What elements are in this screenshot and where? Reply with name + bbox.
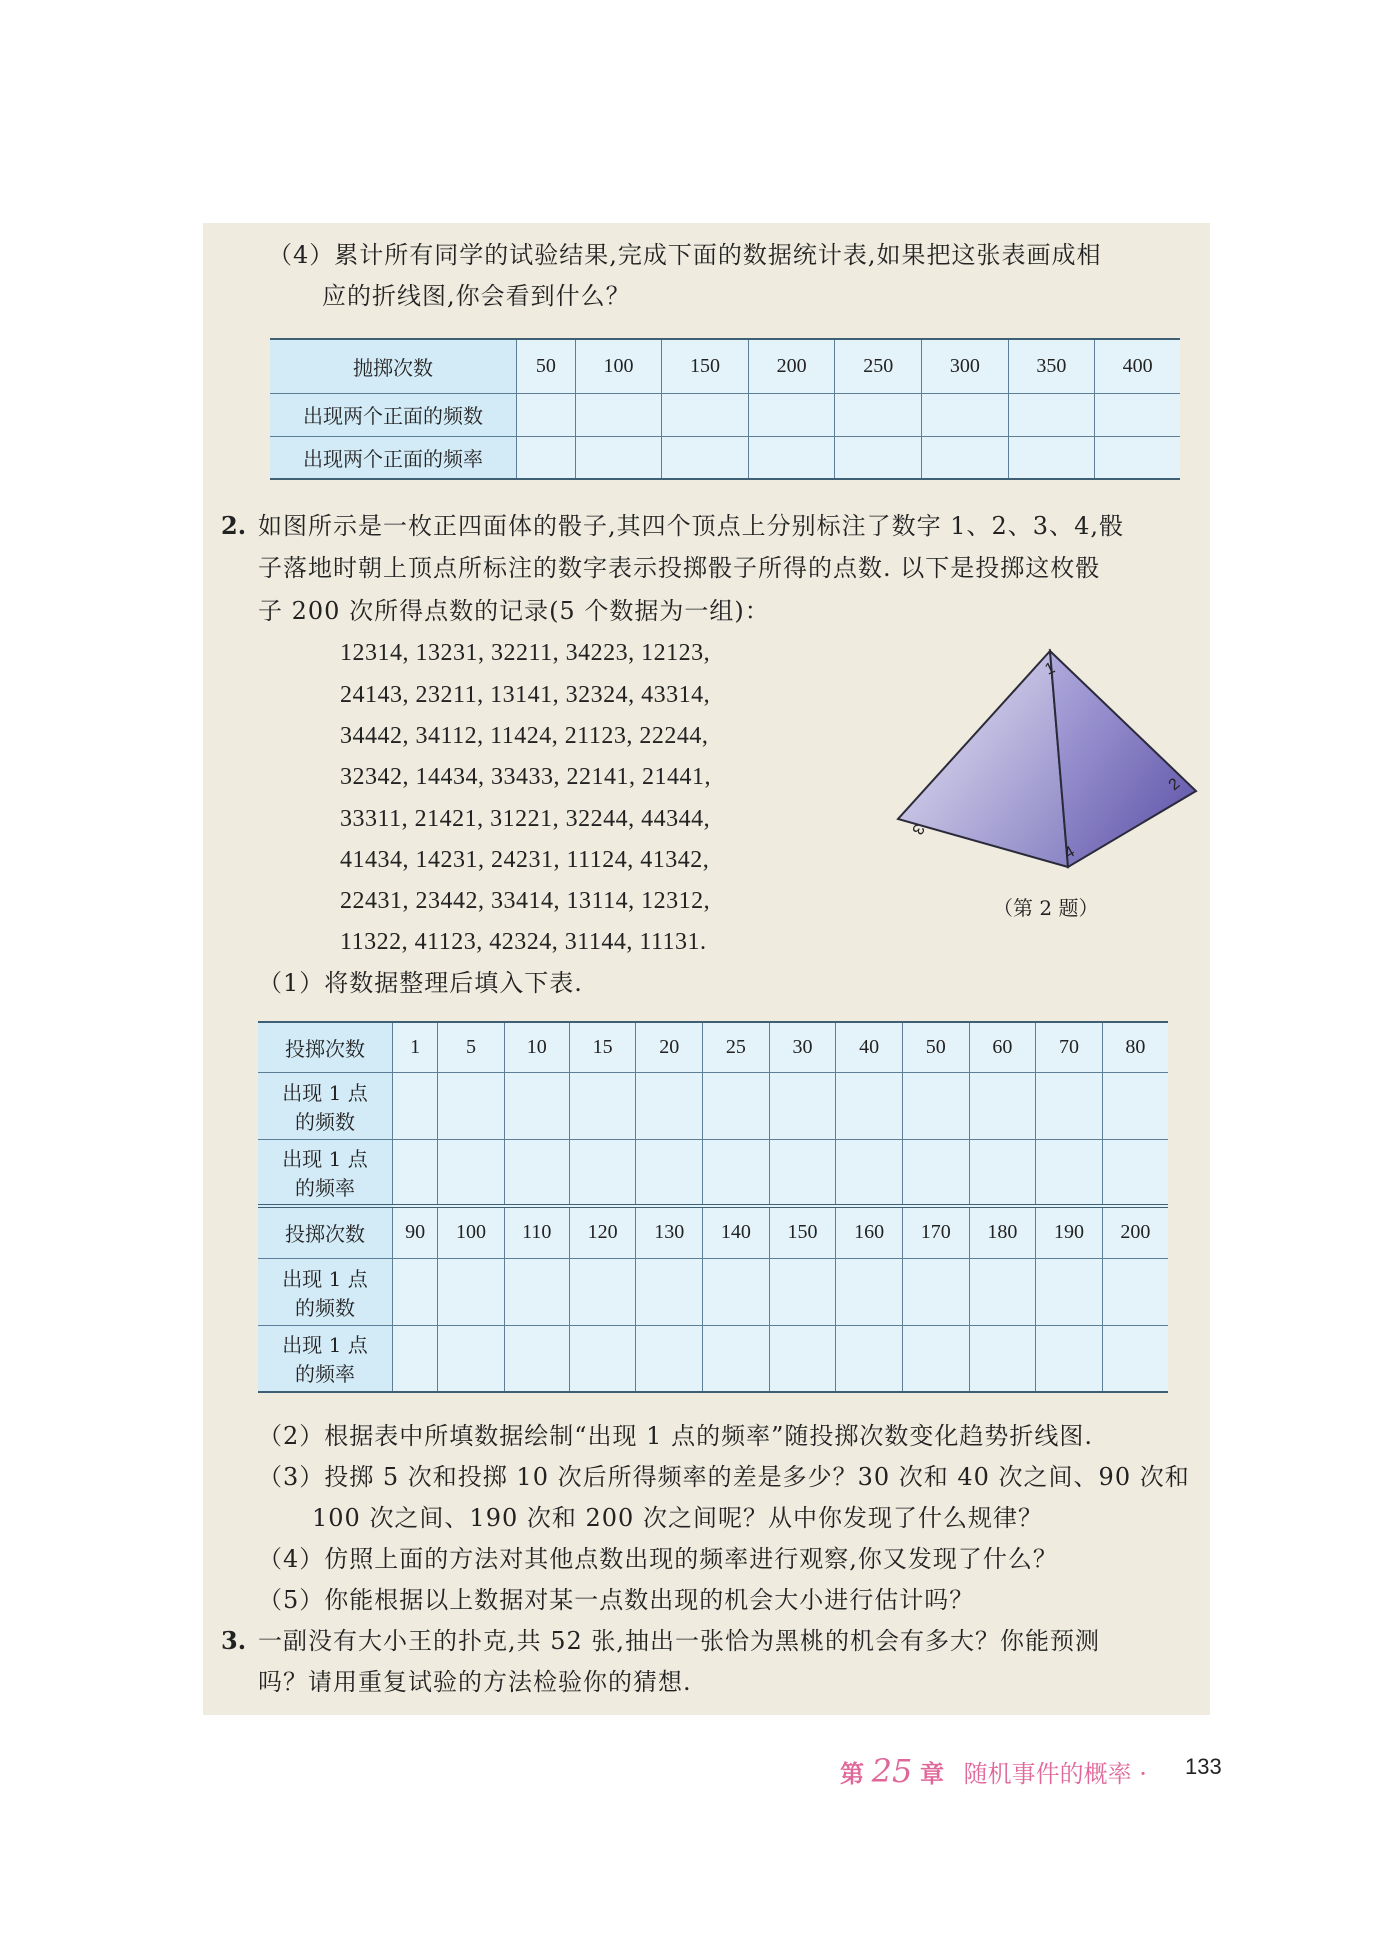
table2-row-rate: 出现 1 点 的频率 xyxy=(258,1325,393,1392)
table-cell[interactable] xyxy=(438,1325,505,1392)
table2-col: 70 xyxy=(1036,1022,1103,1072)
vertex-label-4: 4 xyxy=(1061,843,1078,863)
data-row: 11322, 41123, 42324, 31144, 11131. xyxy=(340,929,707,955)
table-cell[interactable] xyxy=(636,1325,703,1392)
table2-row-frequency: 出现 1 点 的频数 xyxy=(258,1258,393,1325)
table-cell[interactable] xyxy=(569,1258,636,1325)
table2-col: 140 xyxy=(703,1206,770,1258)
table1-row-label: 出现两个正面的频数 xyxy=(270,393,517,436)
table-cell[interactable] xyxy=(438,1072,505,1139)
q2-part1: （1）将数据整理后填入下表. xyxy=(258,969,583,997)
table-cell[interactable] xyxy=(1102,1072,1168,1139)
table2-col: 110 xyxy=(504,1206,569,1258)
table-cell[interactable] xyxy=(1036,1139,1103,1206)
data-row: 22431, 23442, 33414, 13114, 12312, xyxy=(340,888,711,914)
table-cell[interactable] xyxy=(1008,436,1095,479)
table-cell[interactable] xyxy=(769,1139,836,1206)
table-two-heads xyxy=(270,338,1180,480)
q2-part5: （5）你能根据以上数据对某一点数出现的机会大小进行估计吗？ xyxy=(258,1586,975,1614)
q2-part3-line2: 100 次之间、190 次和 200 次之间呢？从中你发现了什么规律？ xyxy=(312,1504,1043,1532)
q2-part2: （2）根据表中所填数据绘制“出现 1 点的频率”随投掷次数变化趋势折线图. xyxy=(258,1422,1093,1450)
table-cell[interactable] xyxy=(748,436,835,479)
table-cell[interactable] xyxy=(835,436,922,479)
table1-col: 350 xyxy=(1008,339,1095,393)
table-cell[interactable] xyxy=(902,1139,969,1206)
table-cell[interactable] xyxy=(969,1325,1036,1392)
table2-col: 10 xyxy=(504,1022,569,1072)
table2-col: 40 xyxy=(836,1022,903,1072)
table-cell[interactable] xyxy=(393,1072,438,1139)
table2-col: 20 xyxy=(636,1022,703,1072)
table-cell[interactable] xyxy=(1095,436,1180,479)
vertex-label-3: 3 xyxy=(908,821,928,838)
table-cell[interactable] xyxy=(835,393,922,436)
table-cell[interactable] xyxy=(703,1325,770,1392)
table-cell[interactable] xyxy=(569,1325,636,1392)
table-cell[interactable] xyxy=(969,1139,1036,1206)
q2-part4: （4）仿照上面的方法对其他点数出现的频率进行观察,你又发现了什么？ xyxy=(258,1545,1058,1573)
table-cell[interactable] xyxy=(636,1139,703,1206)
table-cell[interactable] xyxy=(922,436,1009,479)
table1-col: 300 xyxy=(922,339,1009,393)
die-face-right xyxy=(1050,651,1196,867)
q3-line1: 一副没有大小王的扑克,共 52 张,抽出一张恰为黑桃的机会有多大？你能预测 xyxy=(258,1627,1101,1655)
q2-line1: 如图所示是一枚正四面体的骰子,其四个顶点上分别标注了数字 1、2、3、4,骰 xyxy=(258,512,1124,540)
table2-col: 80 xyxy=(1102,1022,1168,1072)
table2-col: 130 xyxy=(636,1206,703,1258)
data-row: 24143, 23211, 13141, 32324, 43314, xyxy=(340,682,711,708)
table2-col: 120 xyxy=(569,1206,636,1258)
table-cell[interactable] xyxy=(836,1072,903,1139)
table-cell[interactable] xyxy=(636,1258,703,1325)
table-cell[interactable] xyxy=(504,1139,569,1206)
chapter-footer xyxy=(840,1752,1147,1790)
table2-col: 30 xyxy=(769,1022,836,1072)
table2-col: 15 xyxy=(569,1022,636,1072)
table-cell[interactable] xyxy=(703,1258,770,1325)
chapter-prefix: 第 xyxy=(840,1759,864,1788)
tetrahedron-die-figure xyxy=(890,645,1205,885)
table-cell[interactable] xyxy=(1036,1325,1103,1392)
vertex-label-1: 1 xyxy=(1042,659,1058,679)
table2-header-a: 投掷次数 xyxy=(258,1022,393,1072)
table-cell[interactable] xyxy=(836,1258,903,1325)
table-cell[interactable] xyxy=(769,1325,836,1392)
table-cell[interactable] xyxy=(902,1258,969,1325)
table-cell[interactable] xyxy=(393,1258,438,1325)
table2-row-frequency: 出现 1 点 的频数 xyxy=(258,1072,393,1139)
q2-number: 2. xyxy=(221,511,247,540)
table2-col: 190 xyxy=(1036,1206,1103,1258)
table2-col: 100 xyxy=(438,1206,505,1258)
table-cell[interactable] xyxy=(393,1325,438,1392)
table-cell[interactable] xyxy=(575,393,662,436)
table2-col: 1 xyxy=(393,1022,438,1072)
q1-part4-line1: （4）累计所有同学的试验结果,完成下面的数据统计表,如果把这张表画成相 xyxy=(268,241,1102,269)
table-cell[interactable] xyxy=(569,1139,636,1206)
vertex-label-2: 2 xyxy=(1165,775,1184,795)
q1-part4-line2: 应的折线图,你会看到什么？ xyxy=(322,282,631,310)
table1-col: 100 xyxy=(575,339,662,393)
table2-col: 200 xyxy=(1102,1206,1168,1258)
table2-col: 150 xyxy=(769,1206,836,1258)
table-cell[interactable] xyxy=(517,436,576,479)
chapter-number: 25 xyxy=(871,1752,913,1790)
table2-col: 50 xyxy=(902,1022,969,1072)
table1-col: 400 xyxy=(1095,339,1180,393)
q3-number: 3. xyxy=(221,1626,247,1655)
table-cell[interactable] xyxy=(703,1072,770,1139)
table-cell[interactable] xyxy=(836,1139,903,1206)
table-cell[interactable] xyxy=(662,436,749,479)
table-cell[interactable] xyxy=(1102,1258,1168,1325)
data-row: 34442, 34112, 11424, 21123, 22244, xyxy=(340,723,709,749)
table2-row-rate: 出现 1 点 的频率 xyxy=(258,1139,393,1206)
table-cell[interactable] xyxy=(1036,1072,1103,1139)
table-cell[interactable] xyxy=(969,1258,1036,1325)
table-cell[interactable] xyxy=(504,1325,569,1392)
q2-line2: 子落地时朝上顶点所标注的数字表示投掷骰子所得的点数. 以下是投掷这枚骰 xyxy=(258,554,1101,582)
table2-col: 60 xyxy=(969,1022,1036,1072)
table1-col: 250 xyxy=(835,339,922,393)
table2-col: 170 xyxy=(902,1206,969,1258)
table-cell[interactable] xyxy=(1102,1139,1168,1206)
table-cell[interactable] xyxy=(636,1072,703,1139)
table-cell[interactable] xyxy=(1036,1258,1103,1325)
chapter-suffix: 章 xyxy=(920,1759,944,1788)
figure-caption: （第 2 题） xyxy=(993,896,1099,920)
table-cell[interactable] xyxy=(836,1325,903,1392)
table-cell[interactable] xyxy=(393,1139,438,1206)
table1-col: 50 xyxy=(517,339,576,393)
table-cell[interactable] xyxy=(575,436,662,479)
table2-col: 160 xyxy=(836,1206,903,1258)
table-cell[interactable] xyxy=(569,1072,636,1139)
page-number: 133 xyxy=(1185,1754,1222,1779)
table1-col: 200 xyxy=(748,339,835,393)
table-cell[interactable] xyxy=(504,1258,569,1325)
table2-col: 5 xyxy=(438,1022,505,1072)
table2-col: 90 xyxy=(393,1206,438,1258)
table1-row-label: 出现两个正面的频率 xyxy=(270,436,517,479)
table-cell[interactable] xyxy=(1102,1325,1168,1392)
table-cell[interactable] xyxy=(902,1325,969,1392)
q3-line2: 吗？请用重复试验的方法检验你的猜想. xyxy=(258,1668,692,1696)
table2-col: 25 xyxy=(703,1022,770,1072)
table-cell[interactable] xyxy=(769,1072,836,1139)
table-cell[interactable] xyxy=(922,393,1009,436)
table-cell[interactable] xyxy=(662,393,749,436)
table-cell[interactable] xyxy=(748,393,835,436)
q2-line3: 子 200 次所得点数的记录(5 个数据为一组)： xyxy=(258,597,770,625)
table-cell[interactable] xyxy=(438,1139,505,1206)
table-one-point xyxy=(258,1021,1168,1393)
data-row: 12314, 13231, 32211, 34223, 12123, xyxy=(340,640,711,666)
data-row: 33311, 21421, 31221, 32244, 44344, xyxy=(340,806,711,832)
chapter-title: 随机事件的概率 · xyxy=(963,1760,1147,1788)
table2-header-b: 投掷次数 xyxy=(258,1206,393,1258)
table1-col: 150 xyxy=(662,339,749,393)
table-cell[interactable] xyxy=(504,1072,569,1139)
q2-part3-line1: （3）投掷 5 次和投掷 10 次后所得频率的差是多少？30 次和 40 次之间、90 次和 xyxy=(258,1463,1190,1491)
table-cell[interactable] xyxy=(703,1139,770,1206)
table2-col: 180 xyxy=(969,1206,1036,1258)
table-cell[interactable] xyxy=(902,1072,969,1139)
table-cell[interactable] xyxy=(1008,393,1095,436)
table-cell[interactable] xyxy=(438,1258,505,1325)
table-cell[interactable] xyxy=(969,1072,1036,1139)
data-row: 41434, 14231, 24231, 11124, 41342, xyxy=(340,847,710,873)
table-cell[interactable] xyxy=(517,393,576,436)
table1-header: 抛掷次数 xyxy=(270,339,517,393)
table-cell[interactable] xyxy=(1095,393,1180,436)
table-cell[interactable] xyxy=(769,1258,836,1325)
data-row: 32342, 14434, 33433, 22141, 21441, xyxy=(340,764,711,790)
